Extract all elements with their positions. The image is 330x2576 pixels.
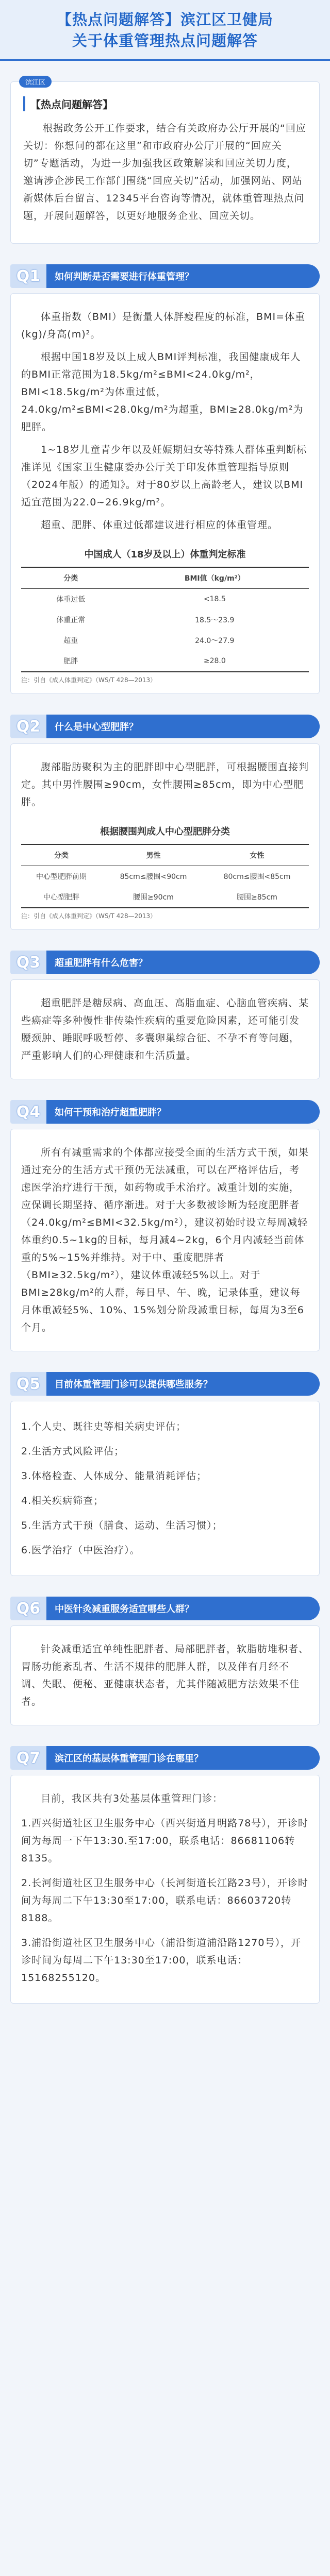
q4-number: Q4 [10,1100,46,1124]
table-row [21,630,309,651]
q1-table-title: 中国成人（18岁及以上）体重判定标准 [84,549,246,560]
table-cell: 80cm≤腰围<85cm [223,873,291,881]
table-row [21,589,309,610]
q7-answer [10,1775,320,2004]
table-cell: 超重 [63,637,78,645]
intro-card [10,81,320,244]
q2-title: 什么是中心型肥胖？ [46,715,320,738]
list-item: 1.个人史、既往史等相关病史评估； [21,1421,187,1432]
intro-text: 根据政务公开工作要求，结合有关政府办公厅开展的“回应关切：你想问的都在这里”和市政府办公厅开展的“回应关切”专题活动，为进一步加强我区政策解读和回应关切力度，邀请涉企涉民工作部门围绕“回应关切”活动，加强网站、网站新媒体后台留言、12345平台咨询等情况，就体重管理热点问题，开展问题解答，以更好地服务企业、回应关切。 [23,123,306,222]
table-row [21,887,309,908]
q7-p1: 目前，我区共有3处基层体重管理门诊： [41,1793,223,1804]
list-item: 1.西兴街道社区卫生服务中心（西兴街道月明路78号），开诊时间为每周一下午13:30.至17:00，联系电话：86681106转8135。 [21,1818,308,1864]
q4-header [10,1100,320,1124]
list-item: 5.生活方式干预（膳食、运动、生活习惯）； [21,1520,223,1531]
q6-p1: 针灸减重适宜单纯性肥胖者、局部肥胖者，软脂肪堆积者、胃肠功能紊乱者、生活不规律的肥胖人群，以及伴有月经不调、失眠、便秘、亚健康状态者，尤其伴随减肥方法效果不佳者。 [21,1643,309,1707]
q7-number: Q7 [10,1746,46,1770]
list-item: 6.医学治疗（中医治疗）。 [21,1545,140,1556]
q6-title: 中医针灸减重服务适宜哪些人群？ [46,1597,320,1620]
table-cell: 腰围≥85cm [205,887,309,908]
table-cell: 体重正常 [56,616,86,624]
table-cell: 体重过低 [56,596,86,604]
table-header: 女性 [205,844,309,866]
q5-answer [10,1401,320,1576]
q5-header [10,1372,320,1396]
q7-clinic-list [21,1815,309,1987]
list-item: 3.体格检查、人体成分、能量消耗评估； [21,1470,207,1482]
table-cell: 24.0～27.9 [195,637,235,645]
waist-table [21,844,309,908]
q6-answer [10,1625,320,1725]
q5-title: 目前体重管理门诊可以提供哪些服务？ [46,1372,320,1396]
table-cell: ≥28.0 [121,651,309,672]
q6-header [10,1597,320,1620]
q3-number: Q3 [10,951,46,974]
q1-number: Q1 [10,264,46,288]
q2-table-note: 注：引自《成人体重判定》（WS/T 428—2013） [21,912,157,920]
q3-answer [10,979,320,1079]
intro-tag: 滨江区 [19,76,52,88]
q1-p2: 根据中国18岁及以上成人BMI评判标准，我国健康成年人的BMI正常范围为18.5kg/m²≤BMI<24.0kg/m²，BMI<18.5kg/m²为体重过低，24.0kg/m²≤BMI<28.0kg/m²为超重，BMI≥28.0kg/m²为肥胖。 [21,351,304,433]
table-row [21,651,309,672]
q3-title: 超重肥胖有什么危害？ [46,951,320,974]
q1-answer [10,293,320,694]
q1-p4: 超重、肥胖、体重过低都建议进行相应的体重管理。 [41,519,278,531]
page-title-line2: 关于体重管理热点问题解答 [72,32,258,49]
q4-answer [10,1129,320,1351]
list-item: 2.长河街道社区卫生服务中心（长河街道长江路23号），开诊时间为每周二下午13:30至17:00，联系电话：86603720转8188。 [21,1877,308,1924]
list-item: 4.相关疾病筛查； [21,1495,104,1506]
q1-header [10,264,320,288]
q3-p1: 超重肥胖是糖尿病、高血压、高脂血症、心脑血管疾病、某些癌症等多种慢性非传染性疾病的重要危险因素，还可能引发腰颈肿、睡眠呼吸暂停、多囊卵巢综合征、不孕不育等问题，严重影响人们的心理健康和生活质量。 [21,997,309,1061]
table-cell: 肥胖 [21,651,121,672]
q1-p3: 1~18岁儿童青少年以及妊娠期妇女等特殊人群体重判断标准详见《国家卫生健康委办公厅关于印发体重管理指导原则（2024年版）的通知》。对于80岁以上高龄老人，建议以BMI适宜范围为22.0~26.9kg/m²。 [21,444,307,508]
q5-service-list [21,1418,309,1559]
q1-title: 如何判断是否需要进行体重管理？ [46,264,320,288]
q7-header [10,1746,320,1770]
table-cell: 85cm≤腰围<90cm [120,873,187,881]
table-header: 男性 [102,844,205,866]
table-row [21,866,309,887]
q2-p1: 腹部脂肪聚积为主的肥胖即中心型肥胖，可根据腰围直接判定。其中男性腰围≥90cm，女性腰围≥85cm，即为中心型肥胖。 [21,761,309,808]
q7-title: 滨江区的基层体重管理门诊在哪里？ [46,1746,320,1770]
table-cell: 中心型肥胖前期 [36,873,87,881]
page-title-line1: 【热点问题解答】滨江区卫健局 [56,11,273,28]
q3-header [10,951,320,974]
list-item: 3.浦沿街道社区卫生服务中心（浦沿街道浦沿路1270号），开诊时间为每周二下午13:30至17:00，联系电话：15168255120。 [21,1937,301,1984]
q2-table-title: 根据腰围判成人中心型肥胖分类 [100,826,230,837]
q5-number: Q5 [10,1372,46,1396]
table-cell: <18.5 [203,595,226,603]
table-row [21,609,309,630]
table-cell: 中心型肥胖 [21,887,102,908]
bmi-table [21,567,309,672]
q6-number: Q6 [10,1597,46,1620]
list-item: 2.生活方式风险评估； [21,1446,125,1457]
table-header: 分类 [21,567,121,589]
q2-number: Q2 [10,715,46,738]
page-body [0,81,330,2004]
q1-p1: 体重指数（BMI）是衡量人体胖瘦程度的标准，BMI=体重(kg)/身高(m)²。 [21,311,305,340]
q2-header [10,715,320,738]
table-header: 分类 [21,844,102,866]
page-header [0,0,330,61]
q4-p1: 所有有减重需求的个体都应接受全面的生活方式干预，如果通过充分的生活方式干预仍无法减重，可以在严格评估后，考虑医学治疗进行干预，如药物或手术治疗。减重计划的实施，应保调长期坚持、循序渐进。对于大多数被诊断为轻度肥胖者（24.0kg/m²≤BMI<32.5kg/m²），建议初始时设立每周减轻体重约0.5~1kg的目标，每月减4~2kg，6个月内减轻当前体重的5%~15%并维持。对于中、重度肥胖者（BMI≥32.5kg/m²），建议体重减轻5%以上。对于BMI≥28kg/m²的人群，每日早、午、晚，记录体重，建议每月体重减轻5%、10%、15%划分阶段减重目标，每周为3至6个月。 [21,1147,309,1333]
table-header: BMI值（kg/m²） [121,567,309,589]
table-cell: 腰围≥90cm [102,887,205,908]
q4-title: 如何干预和治疗超重肥胖？ [46,1100,320,1124]
table-cell: 18.5～23.9 [195,616,235,624]
q2-answer [10,743,320,930]
q1-table-note: 注：引自《成人体重判定》（WS/T 428—2013） [21,676,157,684]
intro-subtitle: 【热点问题解答】 [23,96,307,111]
